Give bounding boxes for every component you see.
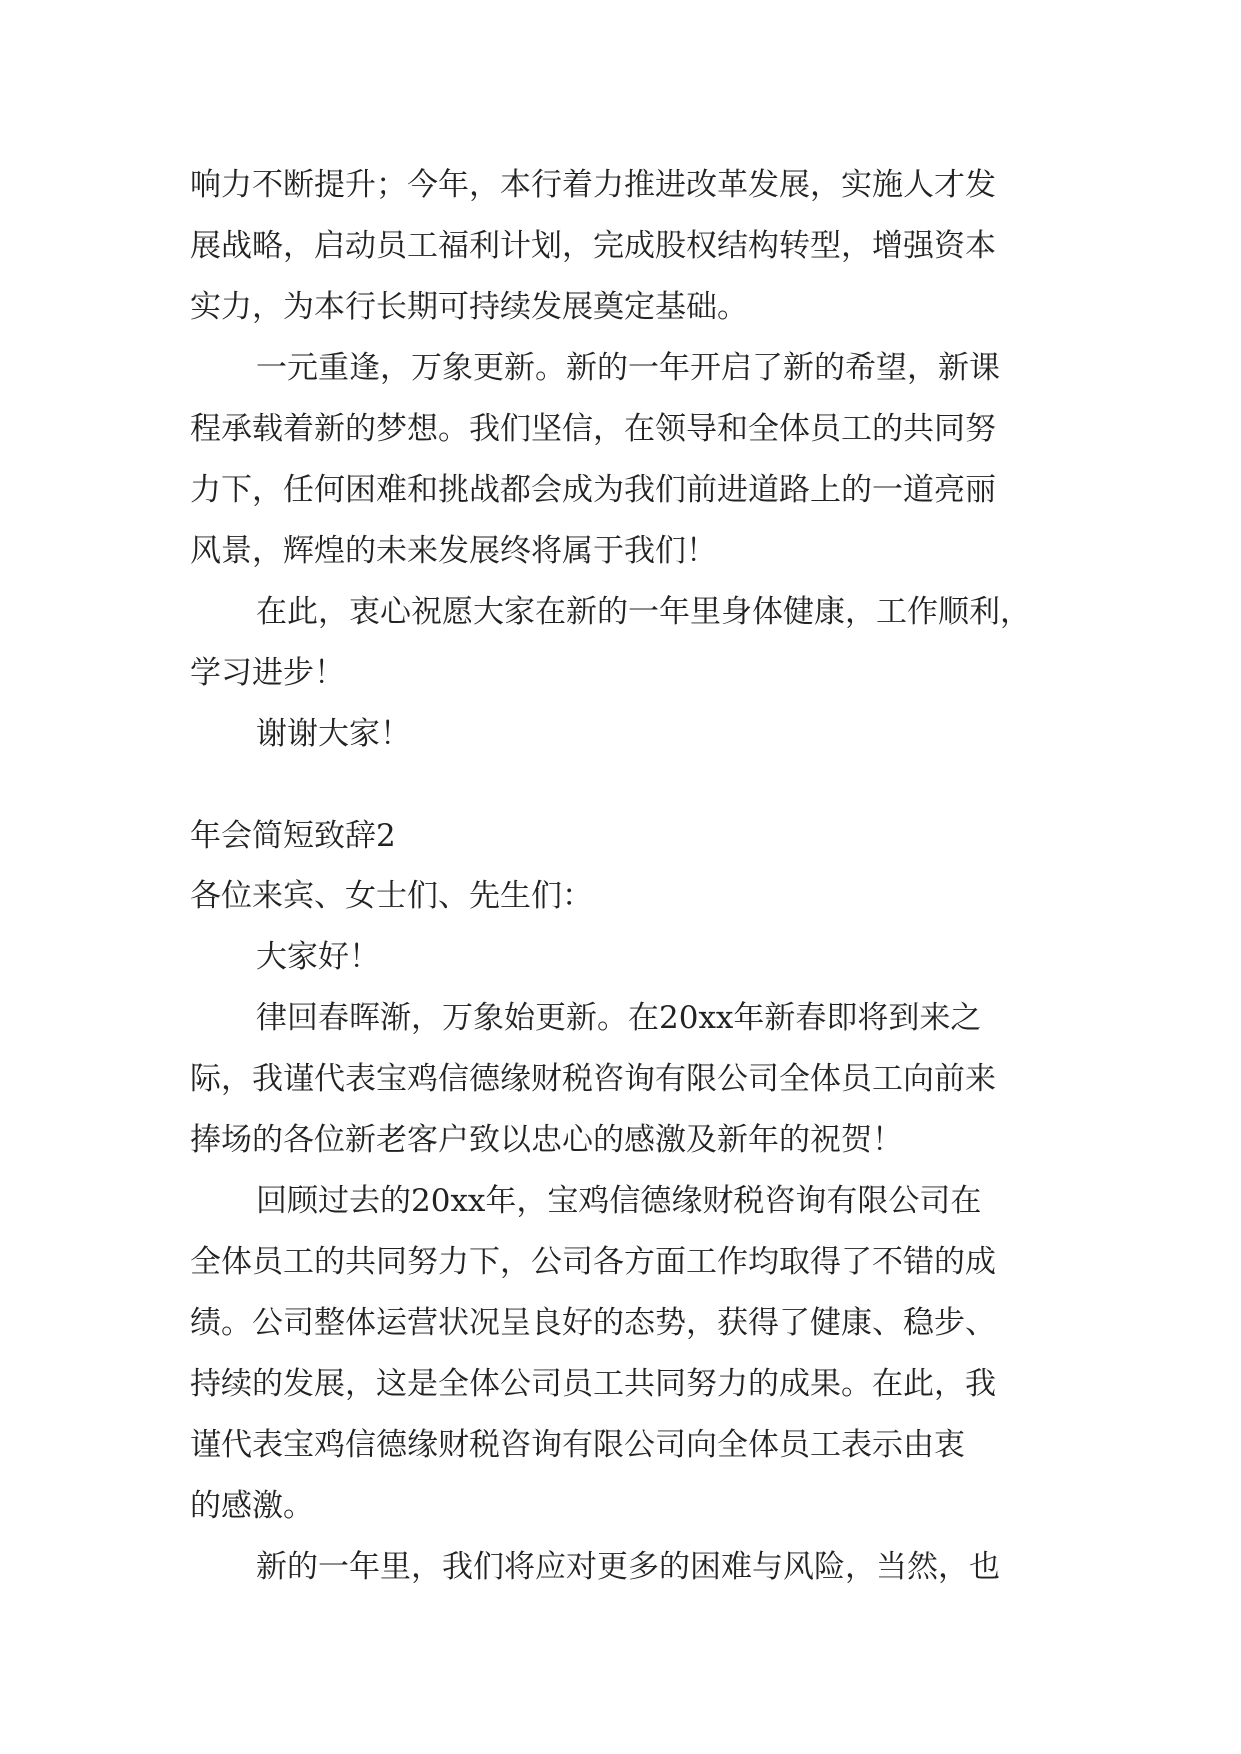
- paragraph-first-line: 回顾过去的20xx年，宝鸡信德缘财税咨询有限公司在: [256, 1183, 982, 1219]
- section-heading: 年会简短致辞2: [190, 818, 396, 854]
- text-line: 谨代表宝鸡信德缘财税咨询有限公司向全体员工表示由衷: [190, 1427, 965, 1463]
- text-line: 风景，辉煌的未来发展终将属于我们！: [190, 533, 717, 569]
- text-line: 持续的发展，这是全体公司员工共同努力的成果。在此，我: [190, 1366, 996, 1402]
- salutation: 各位来宾、女士们、先生们：: [190, 878, 593, 914]
- paragraph-first-line: 新的一年里，我们将应对更多的困难与风险，当然，也: [256, 1549, 1000, 1585]
- text-line: 响力不断提升；今年，本行着力推进改革发展，实施人才发: [190, 167, 996, 203]
- text-line: 绩。公司整体运营状况呈良好的态势，获得了健康、稳步、: [190, 1305, 996, 1341]
- paragraph-first-line: 律回春晖渐，万象始更新。在20xx年新春即将到来之: [256, 1000, 982, 1036]
- text-line: 际，我谨代表宝鸡信德缘财税咨询有限公司全体员工向前来: [190, 1061, 996, 1097]
- paragraph-first-line: 在此，衷心祝愿大家在新的一年里身体健康，工作顺利，: [256, 594, 1031, 630]
- text-line: 力下，任何困难和挑战都会成为我们前进道路上的一道亮丽: [190, 472, 996, 508]
- text-line: 全体员工的共同努力下，公司各方面工作均取得了不错的成: [190, 1244, 996, 1280]
- paragraph-first-line: 谢谢大家！: [256, 716, 411, 752]
- text-line: 程承载着新的梦想。我们坚信，在领导和全体员工的共同努: [190, 411, 996, 447]
- text-line: 实力，为本行长期可持续发展奠定基础。: [190, 289, 748, 325]
- greeting: 大家好！: [256, 939, 380, 975]
- text-line: 捧场的各位新老客户致以忠心的感激及新年的祝贺！: [190, 1122, 903, 1158]
- text-line: 学习进步！: [190, 655, 345, 691]
- text-line: 的感激。: [190, 1488, 314, 1524]
- paragraph-first-line: 一元重逢，万象更新。新的一年开启了新的希望，新课: [256, 350, 1000, 386]
- text-line: 展战略，启动员工福利计划，完成股权结构转型，增强资本: [190, 228, 996, 264]
